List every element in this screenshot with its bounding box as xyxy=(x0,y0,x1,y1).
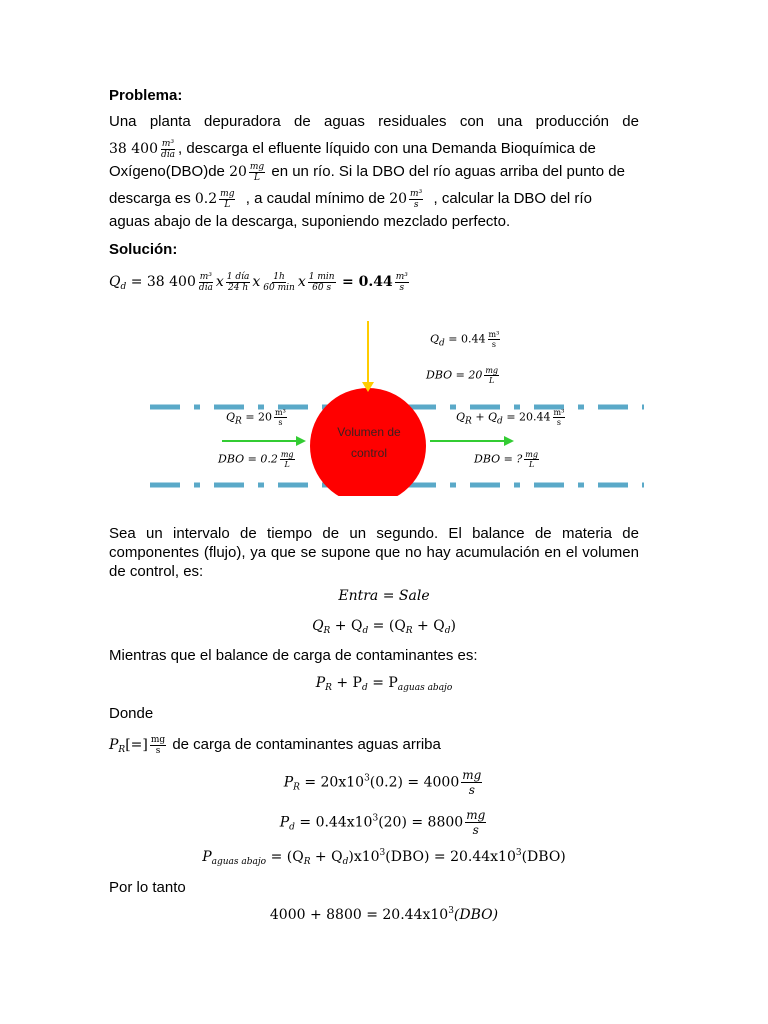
problem-line-3: Oxígeno(DBO)de 20 $\frac{mg}{L}$ en un río. Si la DBO del río aguas arriba del punto de xyxy=(109,161,625,183)
problem-line-2: 38 400 $\frac{\text{m³}}{\text{día}}$ , descarga el efluente líquido con una Demanda Bioquímica de xyxy=(109,138,596,160)
equation-entra-sale: Entra = Sale xyxy=(338,588,430,604)
equation-pd: $P_d = 0.44x10^3(20) = 8800$ $\frac{mg}{s}$ xyxy=(279,808,486,837)
upstream-flow-label: $Q_R = 20$ $\frac{\text{m³}}{s}$ xyxy=(226,408,286,427)
equation-p-aguas-abajo: $P_{aguas abajo} = (Q_R + Q_d)x10^3(DBO) = 20.44x10^3(DBO)$ xyxy=(202,848,566,867)
control-volume-diagram xyxy=(148,318,646,496)
pr-definition: $P_R[=]$ $\frac{mg}{s}$ de carga de contaminantes aguas arriba xyxy=(109,734,441,756)
por-lo-tanto-label: Por lo tanto xyxy=(109,879,186,896)
problem-line-5: aguas abajo de la descarga, suponiendo mezclado perfecto. xyxy=(109,213,511,230)
downstream-flow-label: $Q_R + Q_d = 20.44$ $\frac{\text{m³}}{s}$ xyxy=(456,408,565,427)
qd-equation: $Q_d = 38$ 400 $\frac{\text{m³}}{\text{día}}$ x $\frac{\text{1 día}}{24 h}$ x $\frac{1h}{60 \min}$ x $\frac{1 \min}{60 s}$ = 0.44 $\frac{\text{m³}}{s}$ xyxy=(109,271,408,293)
balance-line-3: de control, es: xyxy=(109,563,204,580)
downstream-dbo-label: DBO = ? $\frac{mg}{L}$ xyxy=(474,450,538,469)
problem-heading: Problema: xyxy=(109,87,183,104)
equation-pr: $P_R = 20x10^3(0.2) = 4000$ $\frac{mg}{s}$ xyxy=(283,768,482,797)
problem-line-1: Una planta depuradora de aguas residuales con una producción de xyxy=(109,113,639,130)
equation-load-balance: $P_R + P_d = P_{aguas abajo}$ xyxy=(315,675,453,693)
diagram-graphic xyxy=(148,318,646,496)
balance-line-1: Sea un intervalo de tiempo de un segundo. El balance de materia de xyxy=(109,525,639,542)
outflow-arrowhead xyxy=(504,436,514,446)
load-balance-intro: Mientras que el balance de carga de contaminantes es: xyxy=(109,647,478,664)
equation-final: $4000 + 8800 = 20.44x10^3(DBO)$ xyxy=(269,906,499,923)
donde-label: Donde xyxy=(109,705,154,722)
discharge-flow-label: $Q_d = 0.44$ $\frac{\text{m³}}{s}$ xyxy=(430,330,500,349)
problem-line-4: descarga es 0.2 $\frac{mg}{L}$ , a caudal mínimo de 20 $\frac{\text{m³}}{s}$ , calcular la DBO del río xyxy=(109,188,592,210)
inflow-arrowhead xyxy=(296,436,306,446)
discharge-dbo-label: DBO = 20 $\frac{mg}{L}$ xyxy=(426,366,499,385)
equation-flow-balance: $Q_R + Q_d = (Q_R + Q_d)$ xyxy=(312,618,456,636)
upstream-dbo-label: DBO = 0.2 $\frac{mg}{L}$ xyxy=(218,450,294,469)
balance-line-2: componentes (flujo), ya que se supone que no hay acumulación en el volumen xyxy=(109,544,639,561)
solution-heading: Solución: xyxy=(109,241,178,258)
control-volume-label: Volumen de control xyxy=(337,425,401,460)
